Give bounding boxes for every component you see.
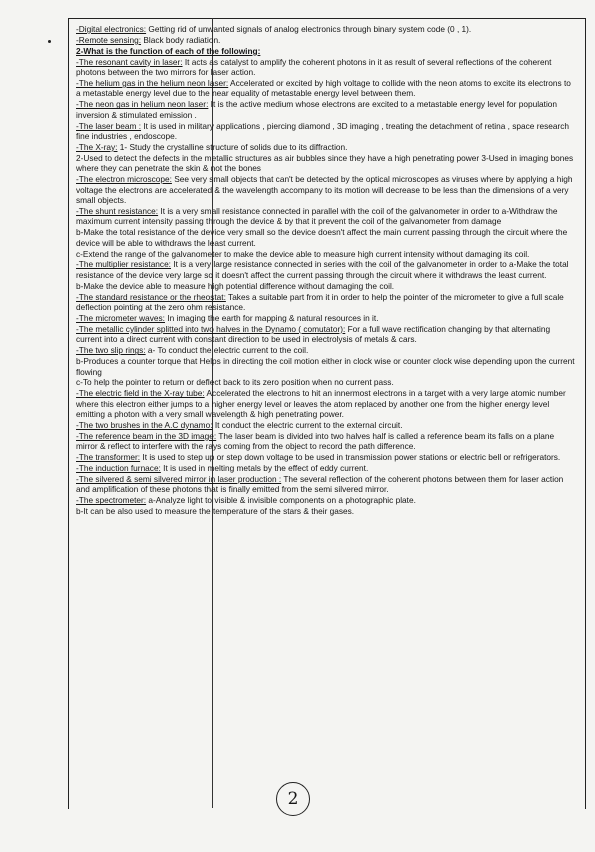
item-5: -The neon gas in helium neon laser: It is the active medium whose electrons are excited to a metastable energy level for population inversion & stimulated emission . [76, 99, 558, 120]
page-number: 2 [276, 782, 310, 816]
item-1: -Remote sensing: Black body radiation. [76, 34, 221, 45]
item-3: -The resonant cavity in laser: It acts as catalyst to amplify the coherent photons in it as result of several reflections of the coherent photons between the two mirrors for laser action. [76, 56, 552, 78]
item-20: c-To help the pointer to return or deflect back to its zero position when no current pass. [76, 377, 394, 388]
item-22: -The two brushes in the A.C dynamo: It conduct the electric current to the external circuit. [76, 420, 403, 431]
item-2: 2-What is the function of each of the following: [76, 45, 261, 56]
item-28: b-It can be also used to measure the temperature of the stars & their gases. [76, 506, 355, 517]
item-0: -Digital electronics: Getting rid of unwanted signals of analog electronics through binary system code (0 , 1). [76, 24, 472, 34]
item-15: -The standard resistance or the rheostat: Takes a suitable part from it in order to help the pointer of the micrometer to give a full scale deflection pointing at the zero ohm resistance. [76, 291, 564, 313]
item-11: b-Make the total resistance of the device very small so the device doesn't affect the main current passing through the circuit where the device will be able to withdraws the least current. [76, 227, 568, 248]
notes-content [76, 24, 576, 517]
item-26: -The silvered & semi silvered mirror in laser production : The several reflection of the coherent photons between them for laser action and amplification of these photons that is finally emitted from the semi silvered mirror. [76, 474, 564, 495]
item-19: b-Produces a counter torque that Helps in directing the coil motion either in clock wise or counter clock wise depending upon the current flowing [76, 356, 575, 377]
item-8: 2-Used to detect the defects in the metallic structures as air bubbles since they have a high penetrating power 3-Used in imaging bones where they can penetrate the skin & not the bones [76, 152, 574, 174]
item-25: -The induction furnace: It is used in melting metals by the effect of eddy current. [76, 463, 369, 474]
item-7: -The X-ray: 1- Study the crystalline structure of solids due to its diffraction. [76, 141, 348, 152]
item-6: -The laser beam : It is used in military applications , piercing diamond , 3D imaging , treating the detachment of retina , space research fine industries , endoscope. [76, 120, 570, 142]
item-18: -The two slip rings: a- To conduct the electric current to the coil. [76, 345, 309, 356]
item-12: c-Extend the range of the galvanometer to make the device able to measure high current intensity without damaging its coil. [76, 248, 530, 259]
item-10: -The shunt resistance: It is a very small resistance connected in parallel with the coil of the galvanometer in order to a-Withdraw the maximum current intensity passing through the device & by that it prevent the coil of the galvanometer from damage [76, 205, 558, 227]
item-16: -The micrometer waves: In imaging the earth for mapping & natural resources in it. [76, 312, 379, 323]
item-17: -The metallic cylinder splitted into two halves in the Dynamo ( comutator): For a full wave rectification changing by that alternating current into a direct current with constant direction to be used in electrolysis of metals & cars. [76, 323, 551, 345]
item-21: -The electric field in the X-ray tube: Accelerated the electrons to hit an innermost electrons in a target with a very large atomic number where this electron either jumps to a higher energy level or leaves the atom replaced by another one from the higher energy level emitting a photon with a very small wavelength & high penetrating power. [76, 388, 566, 420]
margin-dot [48, 40, 51, 43]
item-23: -The reference beam in the 3D image: The laser beam is divided into two halves half is called a reference beam its falls on a plane mirror & reflect to interfere with the rays coming from the object to record the path difference. [76, 430, 555, 452]
item-9: -The electron microscope: See very small objects that can't be detected by the optical microscopes as viruses where by applying a high voltage the electrons are accelerated & the wavelength accompany to its motion will decrease to be less than the dimensions of a very small objects. [76, 174, 573, 205]
item-4: -The helium gas in the helium neon laser: Accelerated or excited by high voltage to collide with the neon atoms to excite its electrons to a metastable energy level due to the near equality of metastable energy level between them. [76, 78, 571, 99]
item-27: -The spectrometer: a-Analyze light to visible & invisible components on a photographic plate. [76, 495, 416, 506]
item-13: -The multiplier resistance: It is a very large resistance connected in series with the coil of the galvanometer in order to a-Make the total resistance of the device very large so it doesn't affect the current passing through the circuit where it withdraws the least current. [76, 259, 569, 280]
item-24: -The transformer: It is used to step up or step down voltage to be used in transmission power stations or electric bell or refrigerators. [76, 452, 561, 463]
item-14: b-Make the device able to measure high potential difference without damaging the coil. [76, 280, 395, 291]
